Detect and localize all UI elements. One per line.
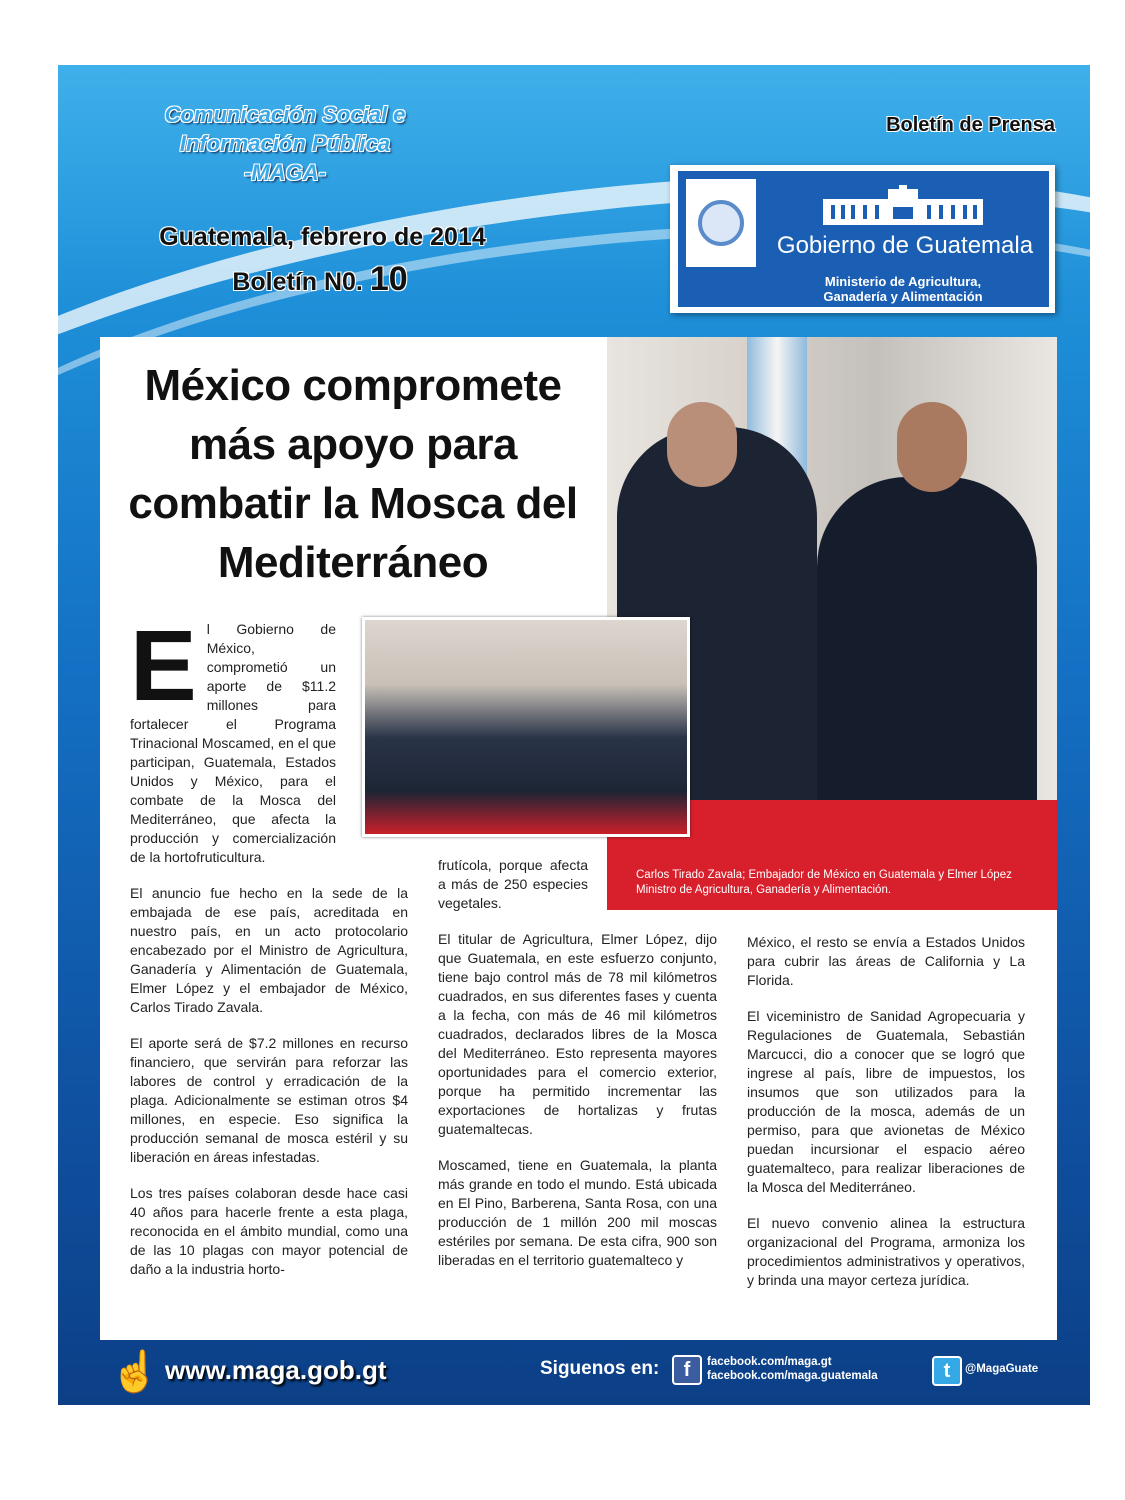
ministry-line: Ganadería y Alimentación: [823, 289, 983, 304]
twitter-icon[interactable]: t: [932, 1356, 962, 1386]
follow-label: Siguenos en:: [540, 1358, 660, 1379]
ministry-line: Ministerio de Agricultura,: [824, 274, 982, 289]
issue-date: Guatemala, febrero de 2014: [159, 223, 486, 251]
pointing-hand-icon: ☝: [110, 1350, 160, 1394]
article-paragraph: El nuevo convenio alinea la estructura organizacional del Programa, armoniza los procedimientos administrativos y operativos, y brinda una mayor certeza jurídica.: [747, 1215, 1025, 1288]
article-paragraph: México, el resto se envía a Estados Unidos para cubrir las áreas de California y La Florida.: [747, 934, 1025, 988]
website-link[interactable]: www.maga.gob.gt: [165, 1355, 387, 1385]
organization-name: [120, 100, 450, 187]
facebook-link[interactable]: facebook.com/maga.gt: [707, 1356, 832, 1368]
article-paragraph: El viceministro de Sanidad Agropecuaria y Regulaciones de Guatemala, Sebastián Marcucci, dio a conocer que se logró que ingrese al país, libre de impuestos, los insumos que son utilizados para la producción de la mosca, además de un permiso, para que avionetas de México puedan incursionar el espacio aéreo guatemalteco, para realizar liberaciones de la Mosca del Mediterráneo.: [747, 1008, 1025, 1195]
government-logo: [670, 165, 1055, 313]
org-line: Información Pública: [179, 131, 391, 156]
drop-cap: E: [130, 610, 197, 722]
photo-caption: Carlos Tirado Zavala; Embajador de México en Guatemala y Elmer López Ministro de Agricultura, Ganadería y Alimentación.: [636, 869, 1012, 896]
org-line: Comunicación Social e: [164, 102, 406, 127]
bulletin-prefix: Boletín N0.: [232, 268, 363, 296]
coat-of-arms-icon: [686, 179, 756, 267]
article-paragraph: El aporte será de $7.2 millones en recurso financiero, que servirán para reforzar las labores de control y erradicación de la plaga. Adicionalmente se estiman otros $4 millones, en especie. Eso significa la producción semanal de mosca estéril y su liberación en áreas infestadas.: [130, 1035, 408, 1165]
article-paragraph: [130, 610, 336, 867]
meeting-photo: [362, 617, 690, 837]
org-line: -MAGA-: [244, 160, 326, 185]
facebook-link[interactable]: facebook.com/maga.guatemala: [707, 1370, 878, 1382]
article-paragraph: frutícola, porque afecta a más de 250 especies vegetales.: [438, 857, 588, 911]
bulletin-number: [160, 260, 480, 301]
article-paragraph: Los tres países colaboran desde hace casi 40 años para hacerle frente a esta plaga, reconocida en el ámbito mundial, como una de las 10 plagas con mayor potencial de daño a la industria horto-: [130, 1185, 408, 1277]
article-title: México compromete más apoyo para combatir la Mosca del Mediterráneo: [128, 361, 578, 587]
article-paragraph: El titular de Agricultura, Elmer López, dijo que Guatemala, en este esfuerzo conjunto, tiene bajo control más de 78 mil kilómetros cuadrados, en sus diferentes fases y cuenta a la fecha, con más de 46 mil kilómetros cuadrados, declarados libres de la Mosca del Mediterráneo. Esto representa mayores oportunidades para el comercio exterior, porque ha permitido incrementar las exportaciones de hortalizas y frutas guatemaltecas.: [438, 931, 717, 1137]
facebook-links: [707, 1355, 878, 1383]
article-column-1: [130, 610, 408, 1279]
twitter-handle[interactable]: @MagaGuate: [965, 1363, 1039, 1375]
article-paragraph: Moscamed, tiene en Guatemala, la planta más grande en todo el mundo. Está ubicada en El Pino, Barberena, Santa Rosa, con una producción de 1 millón 200 mil moscas estériles por semana. De esta cifra, 900 son liberadas en el territorio guatemalteco y: [438, 1157, 717, 1268]
article-column-2: [438, 856, 717, 1270]
ministry-name: [758, 274, 1048, 304]
palace-icon: [823, 185, 983, 225]
government-name: Gobierno de Guatemala: [776, 232, 1034, 259]
article-paragraph: El anuncio fue hecho en la sede de la embajada de ese país, acreditada en nuestro país, en un acto protocolario encabezado por el Ministro de Agricultura, Ganadería y Alimentación de Guatemala, Elmer López y el embajador de México, Carlos Tirado Zavala.: [130, 885, 408, 1015]
bulletin-number-value: 10: [369, 260, 408, 298]
facebook-icon[interactable]: f: [672, 1355, 702, 1385]
paragraph-text: l Gobierno de México, comprometió un aporte de $11.2 millones para fortalecer el Programa Trinacional Moscamed, en el que participan, Guatemala, Estados Unidos y México, para el combate de la Mosca del Mediterráneo, que afecta la producción y comercialización de la hortofruticultura.: [130, 621, 336, 865]
bulletin-type: Boletín de Prensa: [886, 114, 1055, 136]
article-column-3: [747, 933, 1025, 1290]
